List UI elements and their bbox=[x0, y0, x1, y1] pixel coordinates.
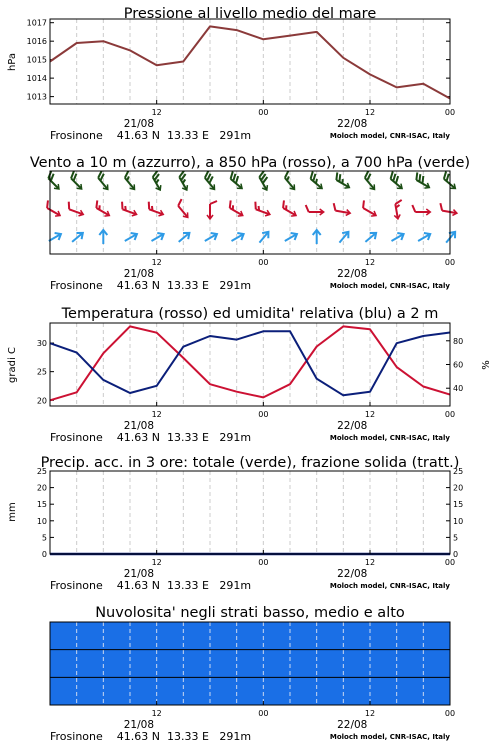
wind-barb-10m bbox=[176, 230, 192, 245]
wind-barb-10m bbox=[336, 229, 351, 245]
cloud-layer-alto bbox=[50, 622, 450, 650]
wind-barb-shaft bbox=[285, 178, 294, 189]
wind-barb-10m bbox=[416, 231, 432, 245]
y-tick-label: 1017 bbox=[26, 18, 47, 28]
date-label: 22/08 bbox=[337, 568, 368, 580]
location-label: Frosinone 41.63 N 13.33 E 291m bbox=[50, 129, 252, 142]
wind-barb-850hPa bbox=[65, 202, 85, 218]
x-tick-label: 00 bbox=[444, 108, 456, 117]
y-axis-label: gradi C bbox=[7, 347, 18, 383]
wind-barb-700hPa bbox=[255, 171, 273, 192]
y-tick-label: 1015 bbox=[26, 55, 47, 65]
chart-title: Precip. acc. in 3 ore: totale (verde), frazione solida (tratt.) bbox=[40, 455, 460, 471]
y-axis-label: mm bbox=[7, 502, 18, 522]
wind-barb-850hPa bbox=[207, 201, 217, 219]
x-tick-label: 00 bbox=[258, 558, 269, 567]
location-label: Frosinone 41.63 N 13.33 E 291m bbox=[50, 730, 252, 743]
x-tick-label: 00 bbox=[258, 410, 269, 419]
y-tick-label-right: 80 bbox=[453, 336, 464, 346]
y-tick-label: 5 bbox=[41, 533, 47, 543]
wind-barb-shaft bbox=[363, 208, 375, 215]
y-tick-label: 20 bbox=[36, 396, 47, 406]
chart-title: Nuvolosita' negli strati basso, medio e alto bbox=[95, 605, 405, 621]
wind-barb-feather bbox=[176, 199, 183, 206]
y-tick-label: 20 bbox=[36, 483, 47, 493]
chart-title: Vento a 10 m (azzurro), a 850 hPa (rosso), a 700 hPa (verde) bbox=[29, 155, 471, 171]
temperature-line bbox=[50, 326, 450, 400]
wind-barb-10m bbox=[283, 231, 299, 245]
x-tick-label: 00 bbox=[444, 558, 456, 567]
wind-barb-shaft bbox=[96, 208, 108, 215]
wind-barb-850hPa bbox=[226, 200, 247, 218]
wind-barb-feather bbox=[360, 200, 366, 208]
x-tick-label: 12 bbox=[364, 709, 376, 718]
x-tick-label: 00 bbox=[444, 709, 456, 718]
wind-barb-shaft bbox=[365, 178, 374, 189]
x-tick-label: 00 bbox=[444, 410, 456, 419]
y-tick-label: 25 bbox=[36, 367, 47, 377]
model-credit: Moloch model, CNR-ISAC, Italy bbox=[329, 282, 450, 290]
wind-barb-850hPa bbox=[252, 202, 272, 218]
y-tick-label-right: 10 bbox=[453, 516, 464, 526]
y-tick-label-right: 20 bbox=[453, 483, 464, 493]
wind-barb-10m bbox=[203, 231, 219, 245]
wind-barb-shaft bbox=[125, 178, 134, 189]
model-credit: Moloch model, CNR-ISAC, Italy bbox=[329, 434, 450, 442]
y-tick-label-right: 15 bbox=[453, 500, 464, 510]
wind-barb-700hPa bbox=[201, 171, 220, 191]
date-label: 21/08 bbox=[123, 568, 155, 580]
wind-barb-700hPa bbox=[175, 171, 193, 192]
x-tick-label: 00 bbox=[258, 709, 269, 718]
y-tick-label-right: 40 bbox=[453, 384, 464, 394]
location-label: Frosinone 41.63 N 13.33 E 291m bbox=[50, 579, 252, 592]
wind-barb-850hPa bbox=[92, 200, 113, 218]
wind-barb-shaft bbox=[149, 209, 162, 214]
y-tick-label: 30 bbox=[36, 339, 47, 349]
wind-barb-850hPa bbox=[332, 203, 351, 216]
x-tick-label: 12 bbox=[151, 558, 162, 567]
cloud-layer-medio bbox=[50, 650, 450, 678]
model-credit: Moloch model, CNR-ISAC, Italy bbox=[329, 582, 450, 590]
wind-barb-feather bbox=[332, 203, 336, 210]
wind-barb-shaft bbox=[230, 208, 242, 215]
wind-barb-700hPa bbox=[332, 172, 353, 190]
location-label: Frosinone 41.63 N 13.33 E 291m bbox=[50, 279, 252, 292]
y-tick-label-right: 5 bbox=[453, 533, 459, 543]
date-label: 21/08 bbox=[123, 118, 155, 130]
humidity-line bbox=[50, 331, 450, 395]
wind-barb-10m bbox=[230, 231, 246, 245]
wind-barb-feather bbox=[395, 200, 402, 204]
date-label: 22/08 bbox=[337, 719, 368, 731]
wind-barb-feather bbox=[210, 201, 217, 204]
location-label: Frosinone 41.63 N 13.33 E 291m bbox=[50, 431, 252, 444]
x-tick-label: 00 bbox=[444, 258, 456, 267]
x-tick-label: 12 bbox=[364, 558, 376, 567]
wind-barb-feather bbox=[412, 205, 415, 212]
wind-barb-shaft bbox=[256, 209, 269, 214]
cloud-layer-basso bbox=[50, 677, 450, 705]
date-label: 22/08 bbox=[337, 118, 368, 130]
wind-barb-10m bbox=[99, 230, 107, 244]
wind-barb-10m bbox=[256, 229, 271, 245]
wind-barb-feather bbox=[120, 202, 125, 210]
pressure-line bbox=[50, 26, 450, 98]
wind-barb-shaft bbox=[444, 179, 455, 188]
date-label: 21/08 bbox=[123, 420, 155, 432]
wind-barb-10m bbox=[150, 231, 166, 245]
model-credit: Moloch model, CNR-ISAC, Italy bbox=[329, 132, 450, 140]
wind-barb-850hPa bbox=[359, 200, 380, 218]
date-label: 21/08 bbox=[123, 719, 155, 731]
wind-barb-feather bbox=[306, 205, 309, 212]
wind-barb-shaft bbox=[47, 208, 59, 215]
pressure-frame bbox=[50, 19, 450, 104]
wind-barb-feather bbox=[253, 202, 258, 210]
x-tick-label: 00 bbox=[258, 258, 269, 267]
y-tick-label: 10 bbox=[36, 516, 47, 526]
wind-barb-850hPa bbox=[43, 200, 64, 218]
y-tick-label: 1016 bbox=[26, 37, 47, 47]
date-label: 22/08 bbox=[337, 420, 368, 432]
wind-barb-850hPa bbox=[279, 200, 300, 218]
wind-barb-10m bbox=[123, 231, 139, 245]
y-axis-label-right: % bbox=[481, 360, 492, 370]
wind-frame bbox=[50, 171, 450, 254]
x-tick-label: 12 bbox=[151, 709, 162, 718]
wind-barb-shaft bbox=[98, 178, 107, 189]
wind-barb-10m bbox=[47, 231, 63, 245]
y-tick-label: 1013 bbox=[26, 92, 47, 102]
x-tick-label: 12 bbox=[151, 410, 162, 419]
y-tick-label: 0 bbox=[41, 550, 47, 559]
wind-barb-10m bbox=[313, 230, 321, 244]
x-tick-label: 12 bbox=[364, 410, 376, 419]
wind-barb-850hPa bbox=[119, 202, 139, 218]
wind-barb-700hPa bbox=[149, 171, 167, 192]
wind-barb-850hPa bbox=[439, 203, 458, 216]
wind-barb-shaft bbox=[122, 209, 135, 214]
wind-barb-850hPa bbox=[412, 205, 430, 215]
y-tick-label: 15 bbox=[36, 500, 47, 510]
y-tick-label-right: 60 bbox=[453, 360, 464, 370]
x-tick-label: 12 bbox=[364, 108, 376, 117]
wind-barb-700hPa bbox=[44, 171, 64, 191]
wind-barb-10m bbox=[390, 231, 406, 245]
y-tick-label-right: 25 bbox=[453, 467, 464, 476]
wind-barb-850hPa bbox=[392, 200, 405, 219]
y-axis-label: hPa bbox=[7, 52, 18, 72]
y-tick-label: 1014 bbox=[26, 74, 47, 84]
wind-barb-shaft bbox=[69, 209, 82, 214]
wind-barb-10m bbox=[443, 229, 458, 245]
chart-title: Temperatura (rosso) ed umidita' relativa (blu) a 2 m bbox=[61, 306, 439, 322]
wind-barb-shaft bbox=[178, 206, 187, 217]
x-tick-label: 12 bbox=[364, 258, 376, 267]
wind-barb-850hPa bbox=[145, 202, 165, 218]
wind-barb-shaft bbox=[71, 178, 81, 188]
wind-barb-10m bbox=[363, 230, 379, 245]
date-label: 21/08 bbox=[123, 268, 155, 280]
precip-frame bbox=[50, 471, 450, 554]
y-tick-label: 25 bbox=[36, 467, 47, 476]
x-tick-label: 12 bbox=[151, 108, 162, 117]
wind-barb-10m bbox=[70, 230, 86, 245]
wind-barb-700hPa bbox=[412, 172, 433, 190]
model-credit: Moloch model, CNR-ISAC, Italy bbox=[329, 733, 450, 741]
wind-barb-shaft bbox=[283, 208, 295, 215]
wind-barb-feather bbox=[439, 203, 443, 210]
date-label: 22/08 bbox=[337, 268, 368, 280]
wind-barb-feather bbox=[66, 202, 71, 210]
y-tick-label-right: 0 bbox=[453, 550, 459, 559]
chart-title: Pressione al livello medio del mare bbox=[123, 6, 377, 22]
x-tick-label: 00 bbox=[258, 108, 269, 117]
x-tick-label: 12 bbox=[151, 258, 162, 267]
wind-barb-feather bbox=[146, 202, 151, 210]
wind-barb-850hPa bbox=[306, 205, 324, 215]
